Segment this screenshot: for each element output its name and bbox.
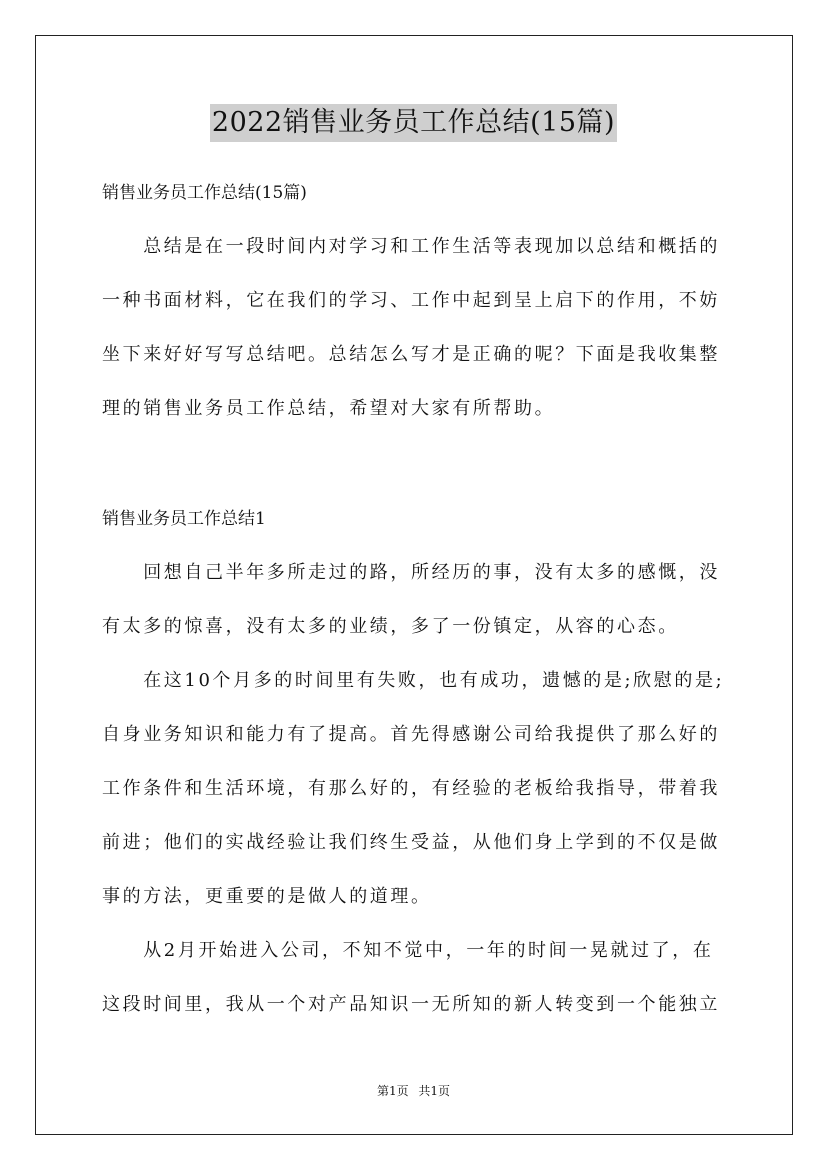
body-line-2: 有太多的惊喜，没有太多的业绩，多了一份镇定，从容的心态。 xyxy=(102,616,679,637)
body-line-8: 从2月开始进入公司，不知不觉中，一年的时间一晃就过了，在 xyxy=(102,940,714,961)
intro-line-1: 总结是在一段时间内对学习和工作生活等表现加以总结和概括的 xyxy=(102,236,720,257)
intro-line-4: 理的销售业务员工作总结，希望对大家有所帮助。 xyxy=(102,398,556,419)
document-subtitle: 销售业务员工作总结(15篇) xyxy=(102,183,307,203)
body-line-5: 工作条件和生活环境，有那么好的，有经验的老板给我指导，带着我 xyxy=(102,778,720,799)
body-line-4: 自身业务知识和能力有了提高。首先得感谢公司给我提供了那么好的 xyxy=(102,724,720,745)
body-line-6: 前进；他们的实战经验让我们终生受益，从他们身上学到的不仅是做 xyxy=(102,832,720,853)
intro-line-3: 坐下来好好写写总结吧。总结怎么写才是正确的呢？下面是我收集整 xyxy=(102,344,720,365)
body-line-7: 事的方法，更重要的是做人的道理。 xyxy=(102,886,432,907)
section-heading: 销售业务员工作总结1 xyxy=(102,509,266,529)
page-footer xyxy=(0,1082,827,1100)
body-line-3: 在这10个月多的时间里有失败，也有成功，遗憾的是;欣慰的是; xyxy=(102,670,725,691)
title-wrap xyxy=(0,104,827,142)
body-line-9: 这段时间里，我从一个对产品知识一无所知的新人转变到一个能独立 xyxy=(102,994,720,1015)
page-number-current: 第1页 xyxy=(376,1084,409,1098)
intro-line-2: 一种书面材料，它在我们的学习、工作中起到呈上启下的作用，不妨 xyxy=(102,290,720,311)
document-title: 2022销售业务员工作总结(15篇) xyxy=(210,104,617,142)
page-number-total: 共1页 xyxy=(418,1084,451,1098)
body-line-1: 回想自己半年多所走过的路，所经历的事，没有太多的感慨，没 xyxy=(102,562,720,583)
